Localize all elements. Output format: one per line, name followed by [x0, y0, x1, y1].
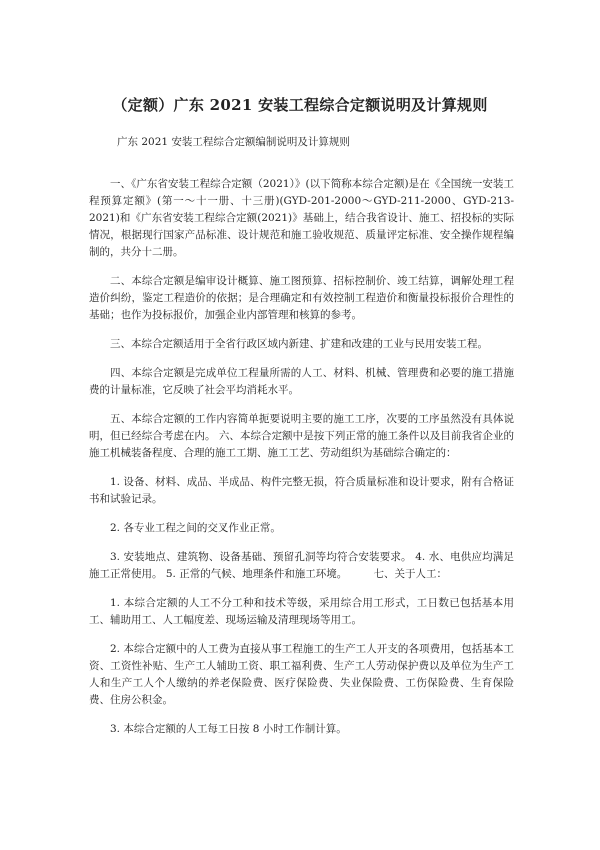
- document-subtitle: 广东 2021 安装工程综合定额编制说明及计算规则: [117, 136, 350, 148]
- paragraph-7: 2. 各专业工程之间的交叉作业正常。: [110, 522, 281, 534]
- paragraph-11: 3. 本综合定额的人工每工日按 8 小时工作制计算。: [110, 723, 347, 735]
- paragraph-2: 二、本综合定额是编审设计概算、施工图预算、招标控制价、竣工结算，调解处理工程造价纠纷，鉴定工程造价的依据；是合理确定和有效控制工程造价和衡量投标报价合理性的基础；也作为投标报价，加强企业内部管理和核算的参考。: [89, 275, 514, 321]
- paragraph-8: 3. 安装地点、建筑物、设备基础、预留孔洞等均符合安装要求。 4. 水、电供应均满足施工正常使用。 5. 正常的气候、地理条件和施工环境。 七、关于人工：: [89, 551, 514, 580]
- paragraph-3: 三、本综合定额适用于全省行政区域内新建、扩建和改建的工业与民用安装工程。: [110, 338, 488, 350]
- paragraph-9: 1. 本综合定额的人工不分工种和技术等级，采用综合用工形式，工日数已包括基本用工、辅助用工、人工幅度差、现场运输及清理现场等用工。: [89, 597, 514, 626]
- paragraph-1: 一、《广东省安装工程综合定额（2021）》(以下简称本综合定额)是在《全国统一安装工程预算定额》(第一～十一册、十三册)(GYD-201-2000～GYD-211-2000、GYD-213-2021)和《广东省安装工程综合定额(2021)》基础上，结合我省设计、施工、招投标的实际情况，根据现行国家产品标准、设计规范和施工验收规范、质量评定标准、安全操作规程编制的，共分十二册。: [89, 178, 514, 258]
- document-title: （定额）广东 2021 安装工程综合定额说明及计算规则: [112, 96, 488, 114]
- document-body: [89, 176, 514, 738]
- paragraph-10: 2. 本综合定额中的人工费为直接从事工程施工的生产工人开支的各项费用，包括基本工资、工资性补贴、生产工人辅助工资、职工福利费、生产工人劳动保护费以及单位为生产工人和生产工人个人缴纳的养老保险费、医疗保险费、失业保险费、工伤保险费、生育保险费、住房公积金。: [89, 643, 514, 706]
- paragraph-4: 四、本综合定额是完成单位工程量所需的人工、材料、机械、管理费和必要的施工措施费的计量标准，它反映了社会平均消耗水平。: [89, 367, 514, 396]
- paragraph-5: 五、本综合定额的工作内容简单扼要说明主要的施工工序，次要的工序虽然没有具体说明，但已经综合考虑在内。 六、本综合定额中是按下列正常的施工条件以及目前我省企业的施工机械装备程度、合理的施工工期、施工工艺、劳动组织为基础综合确定的：: [89, 413, 514, 459]
- paragraph-6: 1. 设备、材料、成品、半成品、构件完整无损，符合质量标准和设计要求，附有合格证书和试验记录。: [89, 476, 514, 505]
